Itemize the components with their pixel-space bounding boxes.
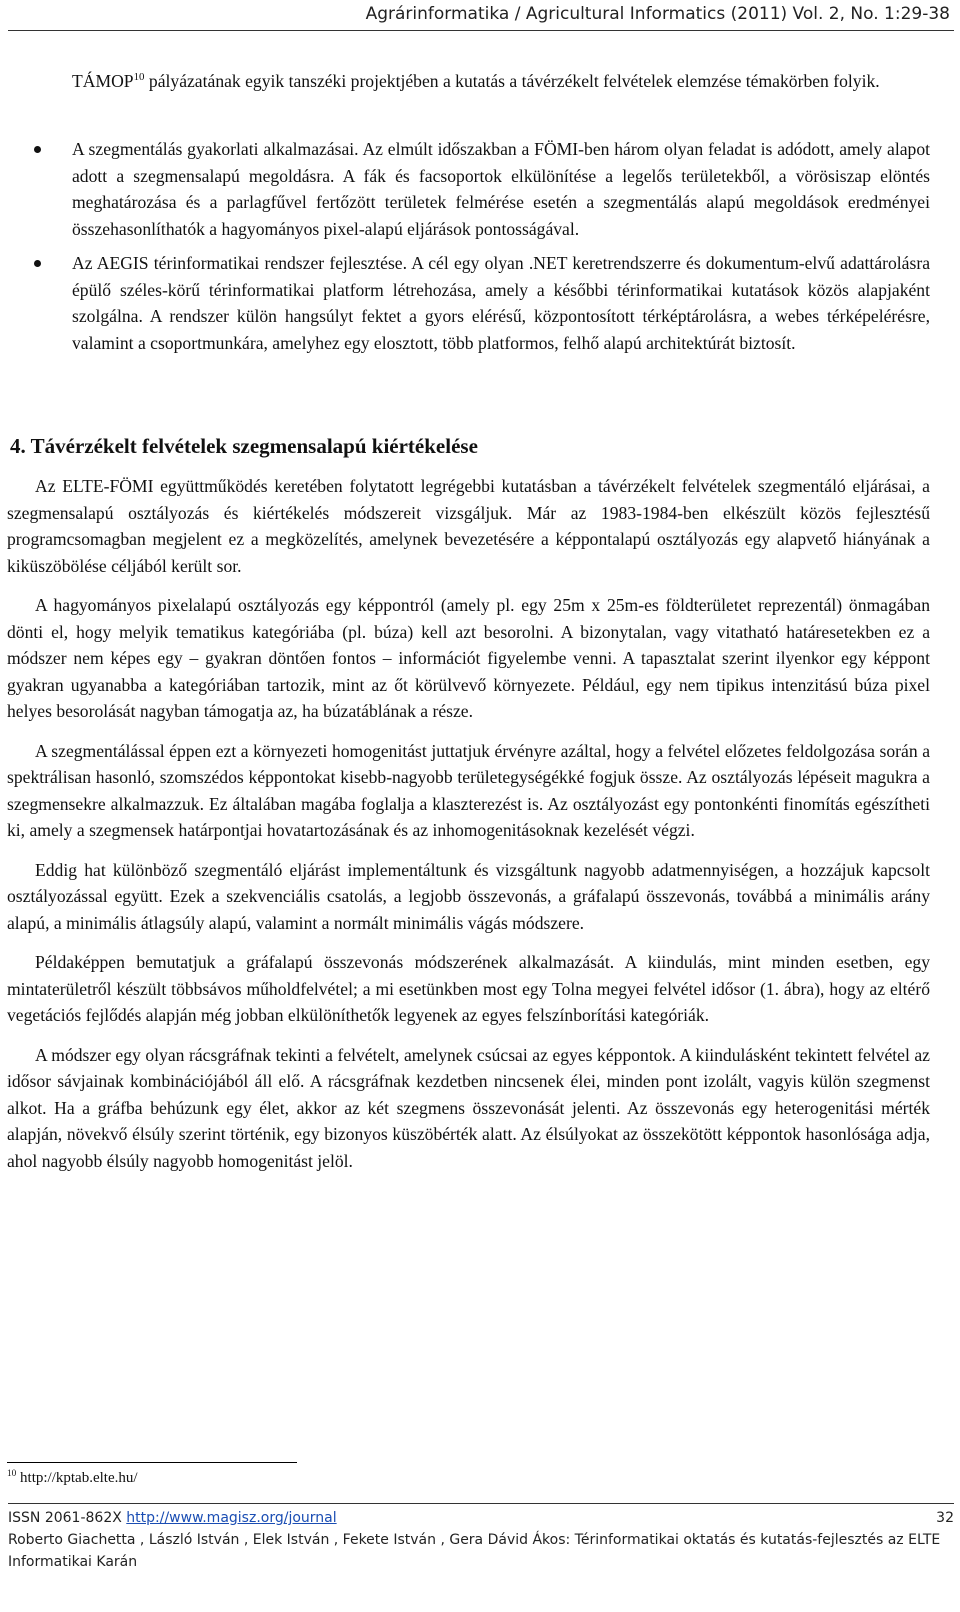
continuation-text-start: TÁMOP	[72, 71, 134, 91]
section-heading: 4. Távérzékelt felvételek szegmensalapú kiértékelése	[10, 434, 478, 458]
footnote-number: 10	[7, 1469, 17, 1479]
bullet-item	[72, 250, 930, 356]
header-rule	[8, 30, 954, 31]
section-body	[7, 473, 930, 1187]
footnote	[7, 1470, 138, 1487]
page-number: 32	[936, 1510, 954, 1526]
body-paragraph: Eddig hat különböző szegmentáló eljárást implementáltunk és vizsgáltunk nagyobb adatmennyiségen, a hozzájuk kapcsolt osztályozással együtt. Ezek a szekvenciális csatolás, a legjobb összevonás, a gráfalapú összevonás, továbbá a minimális arány alapú, a minimális átlagsúly alapú, valamint a normált minimális vágás módszere.	[7, 859, 930, 933]
footer-issn	[8, 1507, 337, 1529]
page-footer	[8, 1507, 954, 1573]
continuation-paragraph	[72, 68, 930, 95]
bullet-text: Az AEGIS térinformatikai rendszer fejlesztése. A cél egy olyan .NET keretrendszerre és dokumentum-elvű adattárolásra épülő széles-körű térinformatikai platform létrehozása, amely a későbbi térinformatikai kutatások közös alapjaként szolgálna. A rendszer külön hangsúlyt fektet a gyors elérésű, központosított térképtárolásra, a webes térképelérésre, valamint a csoportmunkára, amelyhez egy elosztott, több platformos, felhő alapú architektúrát biztosít.	[72, 253, 930, 353]
footnote-reference[interactable]: 10	[133, 71, 145, 84]
footer-rule	[8, 1503, 954, 1504]
footnote-url[interactable]: http://kptab.elte.hu/	[16, 1470, 138, 1486]
body-paragraph: Az ELTE-FÖMI együttműködés keretében folytatott legrégebbi kutatásban a távérzékelt felvételek szegmentáló eljárásai, a szegmensalapú osztályozás és kiértékelés módszereit vizsgáljuk. Már az 1983-1984-ben elkészült közös fejlesztésű programcsomagban megjelent ez a megközelítés, amelynek bevezetésére a képpontalapú osztályozás egy alapvető hiányának a kiküszöbölése céljából került sor.	[7, 476, 930, 576]
body-paragraph: A hagyományos pixelalapú osztályozás egy képpontról (amely pl. egy 25m x 25m-es földterületet reprezentál) önmagában dönti el, hogy melyik tematikus kategóriába (pl. búza) kell azt besorolni. A bizonytalan, vagy vitatható határesetekben ez a módszer nem képes egy – gyakran döntően fontos – információt figyelembe venni. A tapasztalat szerint ilyenkor egy képpont gyakran ugyanabba a kategóriában tartozik, mint az őt körülvevő környezete. Például, egy nem tipikus intenzitású búza pixel helyes besorolását nagyban támogatja az, ha búzatáblának a része.	[7, 595, 930, 721]
bullet-item	[72, 136, 930, 242]
bullet-list	[72, 136, 930, 364]
footnote-rule	[7, 1462, 297, 1463]
issn-text: ISSN 2061-862X	[8, 1510, 127, 1526]
body-paragraph: A szegmentálással éppen ezt a környezeti homogenitást juttatjuk érvényre azáltal, hogy a felvétel előzetes feldolgozása során a spektrálisan hasonló, szomszédos képpontokat kisebb-nagyobb területegységékké fogjuk össze. Az osztályozás lépéseit magukra a szegmensekre alkalmazzuk. Ez általában magába foglalja a klaszterezést is. Az osztályozást egy pontonkénti finomítás egészítheti ki, amely a szegmensek határpontjai hovatartozásának és az inhomogenitásoknak kezelését végzi.	[7, 740, 930, 840]
body-paragraph: Példaképpen bemutatjuk a gráfalapú összevonás módszerének alkalmazását. A kiindulás, mint minden esetben, egy mintaterületről készült többsávos műholdfelvétel; a mi esetünkben most egy Tolna megyei felvétel idősor (1. ábra), hogy az eltérő vegetációs fejlődés alapján még jobban elkülöníthetők legyenek az egyes felszínborítási kategóriák.	[7, 952, 930, 1025]
body-paragraph: A módszer egy olyan rácsgráfnak tekinti a felvételt, amelynek csúcsai az egyes képpontok. A kiindulásként tekintett felvétel az idősor sávjainak kombinációjából áll elő. A rácsgráfnak kezdetben nincsenek élei, minden pont izolált, vagyis külön szegmenst alkot. Ha a gráfba behúzunk egy élet, akkor az két szegmens összevonását jelenti. Az összevonás egy heterogenitási mérték alapján, növekvő élsúly szerint történik, egy bizonyos küszöbérték alatt. Az élsúlyokat az összekötött képpontok hasonlósága adja, ahol nagyobb élsúly nagyobb homogenitást jelöl.	[7, 1044, 930, 1171]
continuation-text-end: pályázatának egyik tanszéki projektjében a kutatás a távérzékelt felvételek elemzése témakörben folyik.	[144, 71, 880, 91]
bullet-icon	[34, 260, 41, 267]
running-header: Agrárinformatika / Agricultural Informatics (2011) Vol. 2, No. 1:29-38	[365, 4, 950, 24]
journal-link[interactable]: http://www.magisz.org/journal	[126, 1510, 337, 1526]
footer-authors: Roberto Giachetta , László István , Elek István , Fekete István , Gera Dávid Ákos: Térinformatikai oktatás és kutatás-fejlesztés az ELTE Informatikai Karán	[8, 1532, 941, 1570]
bullet-icon	[34, 146, 41, 153]
bullet-text: A szegmentálás gyakorlati alkalmazásai. Az elmúlt időszakban a FÖMI-ben három olyan feladat is adódott, amely alapot adott a szegmensalapú megoldásra. A fák és facsoportok elkülönítése a legelős területekből, a vörösiszap elöntés meghatározása és a parlagfűvel fertőzött területek felmérése esetén a szegmentálás alapú megoldások eredményei összehasonlíthatók a hagyományos pixel-alapú eljárások pontosságával.	[72, 139, 930, 239]
